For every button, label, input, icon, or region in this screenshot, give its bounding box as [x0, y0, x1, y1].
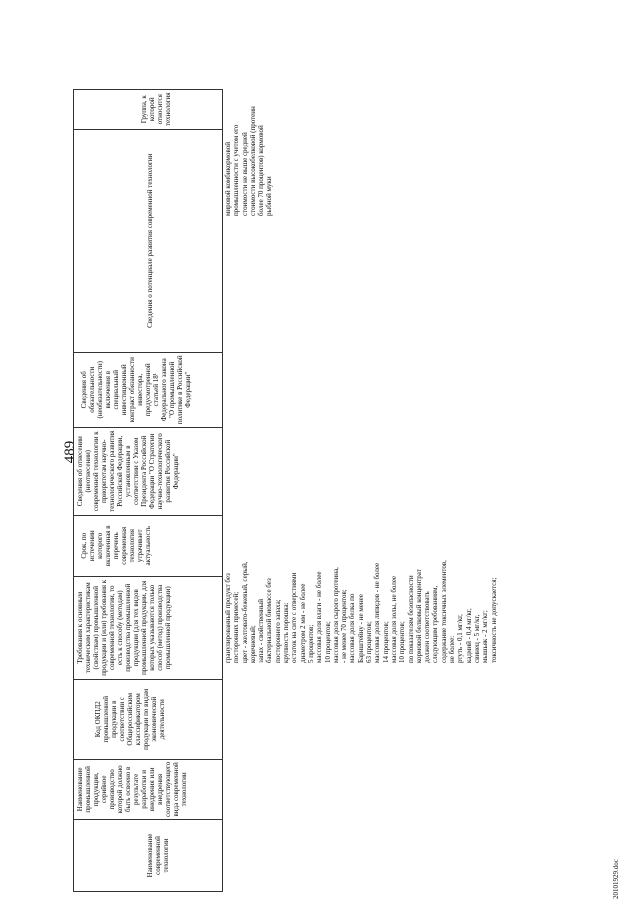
text-line: мировой комбикормовой	[224, 142, 232, 216]
text-line: содержание токсичных элементов,	[439, 560, 448, 663]
text-line: кадмий - 0,4 мг/кг,	[464, 608, 473, 663]
text-line: кормовой белковый концентрат	[414, 569, 423, 663]
header-potential: Сведения о потенциале развития современной технологии	[74, 129, 223, 352]
text-line: 10 процентов;	[398, 621, 407, 663]
text-line: ртуть - 0,1 мг/кг,	[456, 614, 465, 663]
text-line: постороннего запаха;	[273, 599, 282, 663]
text-line: цвет - желтовато-бежевый, серый,	[240, 561, 249, 663]
header-group: Группа, к которой относится технология	[74, 89, 223, 129]
header-deadline: Срок, по истечении которого включенная в перечень современная технология утрачивает актуальность	[74, 515, 223, 576]
header-technology-name: Наименование современной технологии	[74, 820, 223, 892]
text-line: 5 процентов;	[306, 624, 315, 663]
header-spic-obligation: Сведения об обязательности (необязательности) включения в специальный инвестиционный контракт обязанности инвестора, предусмотренной статьей 18¹ Федерального закона "О промышленной политике в Российской Федерации"	[74, 352, 223, 427]
text-line: бактериальной биомассе без	[265, 578, 274, 663]
text-line: свинец - 5 мг/кг,	[472, 614, 481, 663]
text-line: остаток на сите с отверстиями	[290, 572, 299, 663]
header-priority-info: Сведения об отнесении (неотнесении) современной технологии к приоритетам научно-технологического развития Российской Федерации, установленным в соответствии с Указом Президента Российской Федерации "О Стратегии научно-технологического развития Российской Федерации"	[74, 427, 223, 515]
potential-text	[224, 106, 274, 216]
text-line: по показателям безопасности	[406, 575, 415, 663]
text-line: стоимости не выше средней	[240, 132, 249, 216]
header-okpd2-code: Код ОКПД2 промышленной продукции в соответствии с Общероссийским классификатором продукции по видам экономической деятельности	[74, 679, 223, 759]
text-line: 10 процентов;	[323, 621, 332, 663]
table-header-row	[74, 89, 223, 891]
header-product-name: Наименование промышленной продукции, серийное производство которой должно быть освоено в результате разработки и внедрения или внедрения соответствующего вида современной технологии	[74, 759, 223, 819]
text-line: запах - свойственный	[257, 598, 266, 663]
text-line: 63 процентов;	[365, 621, 374, 663]
text-line: массовая доля влаги - не более	[315, 571, 324, 663]
requirements-text	[224, 560, 498, 663]
text-line: посторонних примесей;	[232, 591, 241, 663]
text-line: - не менее 70 процентов;	[340, 589, 349, 663]
text-line: более 70 процентов) кормовой	[257, 125, 266, 216]
text-line: промышленности с учетом его	[232, 124, 241, 216]
text-line: следующим требованиям,	[431, 585, 440, 663]
text-line: рыбной муки	[265, 176, 274, 216]
text-line: стоимости высокобелковой (протеин	[248, 106, 257, 216]
technology-table	[73, 89, 223, 892]
text-line: должен соответствовать	[423, 591, 432, 663]
text-line: гранулированный продукт без	[224, 573, 232, 663]
text-line: крупность порошка:	[282, 602, 291, 663]
text-line: массовая доля золы, не более	[389, 575, 398, 663]
text-line: массовая доля белка по	[348, 593, 357, 663]
page-number: 489	[62, 440, 78, 464]
text-line: 14 процентов;	[381, 621, 390, 663]
text-line: коричневый;	[248, 625, 257, 663]
text-line: мышьяк - 2 мг/кг;	[481, 610, 490, 663]
text-line: массовая доля сырого протеина,	[331, 567, 340, 663]
text-line: не более:	[448, 635, 457, 663]
header-requirements: Требования к основным техническим характеристикам (свойствам) промышленной продукции и (или) требования к современной технологии, то есть к способу (методам) производства промышленной продукции (для тех видов промышленной продукции, для которых указываются только способ (метод) производства промышленной продукции)	[74, 576, 223, 679]
footer-filename: 20101929.doc	[612, 859, 620, 899]
text-line: массовая доля липидов - не более	[373, 562, 382, 663]
text-line: Барнштейну - не менее	[356, 594, 365, 663]
text-line: токсичность не допускается;	[489, 577, 498, 663]
text-line: диаметром 2 мм - не более	[298, 583, 307, 663]
